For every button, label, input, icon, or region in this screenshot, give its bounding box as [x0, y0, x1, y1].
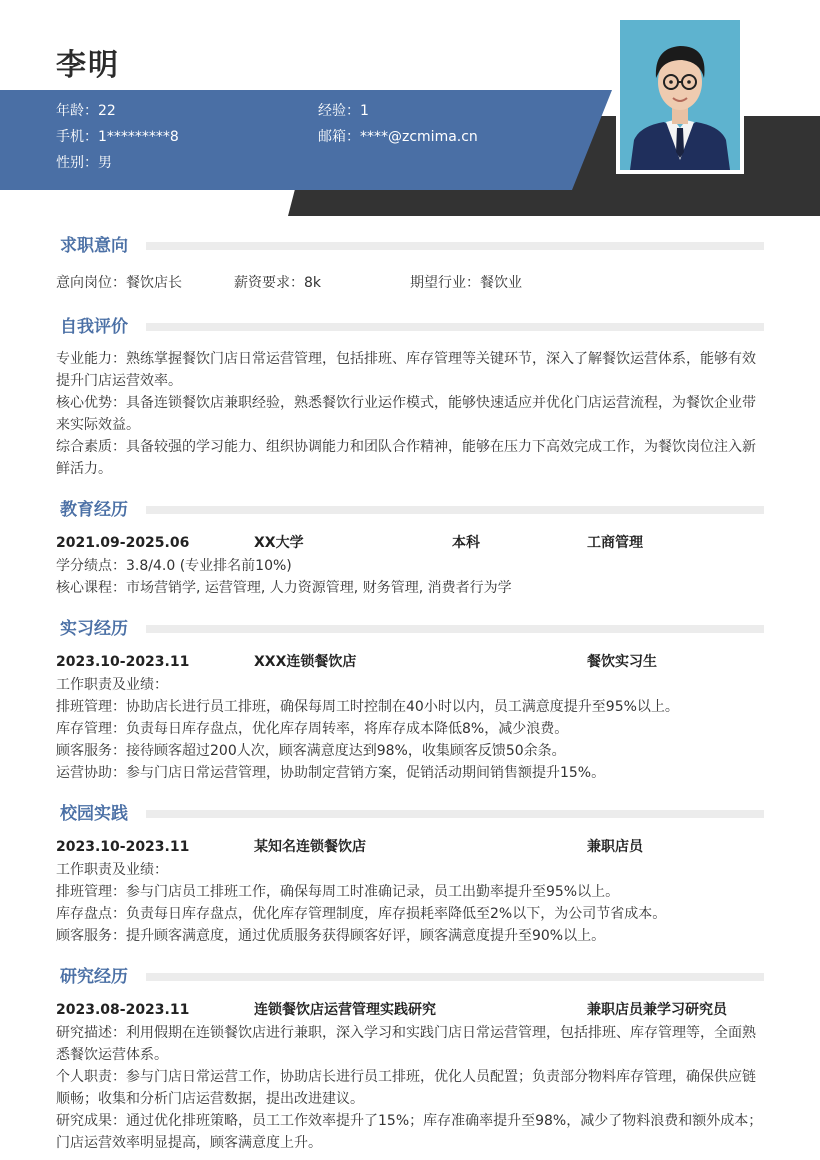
info-email: 邮箱：****@zcmima.cn	[318, 129, 478, 145]
paragraph-line: 排班管理：参与门店员工排班工作，确保每周工时准确记录，员工出勤率提升至95%以上。	[56, 884, 620, 900]
paragraph-line: 研究成果：通过优化排班策略，员工工作效率提升了15%；库存准确率提升至98%，减少了物料浪费和额外成本；门店运营效率明显提高，顾客满意度上升。	[56, 1113, 763, 1151]
research-role: 兼职店员兼学习研究员	[587, 1002, 727, 1018]
section-divider	[146, 506, 764, 514]
paragraph-line: 工作职责及业绩：	[56, 677, 168, 693]
section-divider	[146, 810, 764, 818]
education-school: XX大学	[254, 535, 304, 551]
section-title: 校园实践	[60, 804, 128, 824]
section-title: 自我评价	[60, 317, 128, 337]
education-degree: 本科	[452, 535, 480, 551]
intended-position: 意向岗位：餐饮店长	[56, 275, 182, 291]
internship-role: 餐饮实习生	[587, 654, 657, 670]
research-details	[56, 1022, 764, 1154]
campus-details	[56, 859, 764, 947]
section-title: 教育经历	[60, 500, 128, 520]
info-gender: 性别：男	[56, 155, 112, 171]
paragraph-line: 专业能力：熟练掌握餐饮门店日常运营管理，包括排班、库存管理等关键环节，深入了解餐饮运营体系，能够有效提升门店运营效率。	[56, 351, 756, 389]
paragraph-line: 核心优势：具备连锁餐饮店兼职经验，熟悉餐饮行业运作模式，能够快速适应并优化门店运营流程，为餐饮企业带来实际效益。	[56, 395, 756, 433]
research-period: 2023.08-2023.11	[56, 1002, 190, 1018]
section-campus-practice	[56, 802, 764, 826]
paragraph-line: 学分绩点：3.8/4.0 (专业排名前10%)	[56, 558, 292, 574]
campus-period: 2023.10-2023.11	[56, 839, 190, 855]
profile-photo-image	[620, 20, 740, 170]
section-self-evaluation	[56, 315, 764, 339]
section-divider	[146, 625, 764, 633]
internship-details	[56, 674, 764, 784]
paragraph-line: 顾客服务：接待顾客超过200人次，顾客满意度达到98%，收集顾客反馈50余条。	[56, 743, 566, 759]
info-experience: 经验：1	[318, 103, 369, 119]
paragraph-line: 顾客服务：提升顾客满意度，通过优质服务获得顾客好评，顾客满意度提升至90%以上。	[56, 928, 606, 944]
section-title: 实习经历	[60, 619, 128, 639]
paragraph-line: 工作职责及业绩：	[56, 862, 168, 878]
paragraph-line: 库存管理：负责每日库存盘点，优化库存周转率，将库存成本降低8%，减少浪费。	[56, 721, 569, 737]
section-intention	[56, 234, 764, 258]
info-age: 年龄：22	[56, 103, 116, 119]
paragraph-line: 综合素质：具备较强的学习能力、组织协调能力和团队合作精神，能够在压力下高效完成工作，为餐饮岗位注入新鲜活力。	[56, 439, 756, 477]
paragraph-line: 研究描述：利用假期在连锁餐饮店进行兼职，深入学习和实践门店日常运营管理，包括排班、库存管理等，全面熟悉餐饮运营体系。	[56, 1025, 756, 1063]
section-internship	[56, 617, 764, 641]
research-project: 连锁餐饮店运营管理实践研究	[254, 1002, 436, 1018]
paragraph-line: 排班管理：协助店长进行员工排班，确保每周工时控制在40小时以内，员工满意度提升至95%以上。	[56, 699, 679, 715]
section-divider	[146, 973, 764, 981]
section-title: 求职意向	[60, 236, 128, 256]
person-portrait-icon	[620, 20, 740, 170]
paragraph-line: 核心课程：市场营销学, 运营管理, 人力资源管理, 财务管理, 消费者行为学	[56, 580, 512, 596]
campus-organization: 某知名连锁餐饮店	[254, 839, 366, 855]
internship-company: XXX连锁餐饮店	[254, 654, 357, 670]
paragraph-line: 库存盘点：负责每日库存盘点，优化库存管理制度，库存损耗率降低至2%以下，为公司节省成本。	[56, 906, 667, 922]
expected-industry: 期望行业：餐饮业	[410, 275, 522, 291]
profile-photo	[616, 16, 744, 174]
salary-expectation: 薪资要求：8k	[234, 275, 322, 291]
education-major: 工商管理	[587, 535, 643, 551]
section-education	[56, 498, 764, 522]
internship-period: 2023.10-2023.11	[56, 654, 190, 670]
paragraph-line: 运营协助：参与门店日常运营管理，协助制定营销方案，促销活动期间销售额提升15%。	[56, 765, 606, 781]
education-period: 2021.09-2025.06	[56, 535, 190, 551]
section-divider	[146, 242, 764, 250]
paragraph-line: 个人职责：参与门店日常运营工作，协助店长进行员工排班，优化人员配置；负责部分物料库存管理，确保供应链顺畅；收集和分析门店运营数据，提出改进建议。	[56, 1069, 756, 1107]
section-research	[56, 965, 764, 989]
campus-role: 兼职店员	[587, 839, 643, 855]
section-divider	[146, 323, 764, 331]
info-phone: 手机：1*********8	[56, 129, 179, 145]
education-details	[56, 555, 764, 599]
candidate-name: 李明	[56, 48, 120, 83]
self-evaluation-block	[56, 348, 764, 480]
section-title: 研究经历	[60, 967, 128, 987]
